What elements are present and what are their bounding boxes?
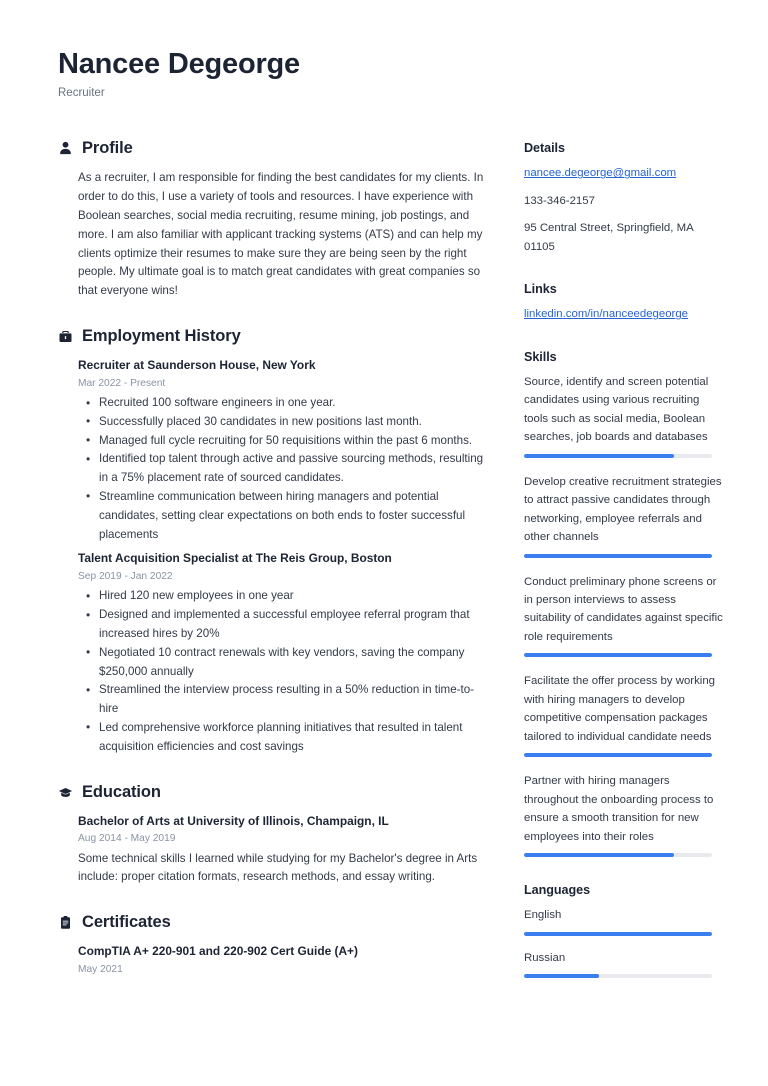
section-profile — [58, 139, 488, 300]
skill-level-track — [524, 853, 712, 857]
graduation-cap-icon — [58, 785, 73, 800]
education-entry-date: Aug 2014 - May 2019 — [78, 833, 176, 845]
certificates-heading — [58, 913, 488, 932]
list-item: • Recruited 100 software engineers in one year. — [78, 394, 488, 413]
skill-level-track — [524, 753, 712, 757]
skill-level-fill — [524, 554, 712, 558]
employment-entry-bullets — [78, 394, 488, 544]
profile-heading — [58, 139, 488, 158]
skill-level-track — [524, 653, 712, 657]
section-employment-history — [58, 327, 488, 757]
skill-item — [524, 473, 724, 558]
education-entry-description: Some technical skills I learned while studying for my Bachelor's degree in Arts include: proper citation formats, research methods, and essay writing. — [78, 851, 478, 884]
skill-level-fill — [524, 653, 712, 657]
skill-label: Partner with hiring managers throughout the onboarding process to ensure a smooth transition for new employees into their roles — [524, 775, 714, 843]
list-item: • Negotiated 10 contract renewals with key vendors, saving the company $250,000 annually — [78, 644, 488, 682]
employment-entry-title: Talent Acquisition Specialist at The Reis Group, Boston — [78, 551, 392, 566]
skill-label: Facilitate the offer process by working with hiring managers to develop competitive compensation packages tailored to individual candidate needs — [524, 675, 715, 743]
language-level-track — [524, 974, 712, 978]
skill-item — [524, 772, 724, 857]
language-item — [524, 906, 724, 935]
skill-item — [524, 573, 724, 658]
employment-entry-date: Mar 2022 - Present — [78, 377, 166, 389]
list-item: • Managed full cycle recruiting for 50 requisitions within the past 6 months. — [78, 432, 488, 451]
education-heading — [58, 783, 488, 802]
skill-level-track — [524, 454, 712, 458]
phone-number: 133-346-2157 — [524, 194, 595, 207]
sidebar-section-skills — [524, 350, 724, 857]
linkedin-link[interactable]: linkedin.com/in/nanceedegeorge — [524, 308, 689, 321]
language-label: English — [524, 909, 562, 922]
sidebar-column — [524, 139, 724, 1004]
profile-text: As a recruiter, I am responsible for finding the best candidates for my clients. In order to do this, I use a variety of tools and resources. I have experience with Boolean searches, social media recruiting, resume mining, job postings, and more. I am also familiar with applicant tracking systems (ATS) and can help my clients optimize their resumes to make sure they are being seen by the right people. My ultimate goal is to match great candidates with great companies so that everyone wins! — [78, 171, 484, 298]
language-level-fill — [524, 932, 712, 936]
employment-entry — [58, 550, 488, 756]
sidebar-section-languages — [524, 883, 724, 978]
sidebar-title-links: Links — [524, 282, 557, 297]
language-level-track — [524, 932, 712, 936]
list-item: • Successfully placed 30 candidates in new positions last month. — [78, 413, 488, 432]
list-item: • Hired 120 new employees in one year — [78, 587, 488, 606]
section-certificates — [58, 913, 488, 977]
clipboard-icon — [58, 915, 73, 930]
skill-label: Conduct preliminary phone screens or in person interviews to assess suitability of candidates against specific role requirements — [524, 575, 723, 643]
sidebar-title-skills: Skills — [524, 349, 557, 364]
list-item: • Streamline communication between hiring managers and potential candidates, setting clear expectations on both ends to foster successful placements — [78, 488, 488, 544]
section-title-employment: Employment History — [82, 326, 241, 345]
list-item: • Identified top talent through active and passive sourcing methods, resulting in a 75% placement rate of sourced candidates. — [78, 450, 488, 488]
candidate-job-title: Recruiter — [58, 87, 105, 100]
section-title-education: Education — [82, 782, 161, 801]
email-link[interactable]: nancee.degeorge@gmail.com — [524, 167, 677, 180]
list-item: • Led comprehensive workforce planning initiatives that resulted in talent acquisition efficiencies and cost savings — [78, 719, 488, 757]
section-title-certificates: Certificates — [82, 913, 171, 932]
mailing-address: 95 Central Street, Springfield, MA 01105 — [524, 222, 694, 253]
skill-label: Develop creative recruitment strategies to attract passive candidates through networking, employee referrals and other channels — [524, 475, 722, 544]
person-icon — [58, 141, 73, 156]
sidebar-section-details — [524, 141, 724, 256]
education-entry-title: Bachelor of Arts at University of Illinois, Champaign, IL — [78, 813, 389, 828]
resume-header — [58, 48, 724, 101]
skill-label: Source, identify and screen potential candidates using various recruiting tools such as social media, Boolean searches, job boards and databases — [524, 375, 709, 444]
resume-body — [58, 139, 724, 1004]
certificate-entry-date: May 2021 — [78, 964, 123, 976]
language-label: Russian — [524, 951, 566, 964]
section-education — [58, 783, 488, 888]
employment-entry-title: Recruiter at Saunderson House, New York — [78, 357, 316, 372]
skill-level-fill — [524, 454, 674, 458]
sidebar-section-links — [524, 282, 724, 323]
list-item: • Streamlined the interview process resulting in a 50% reduction in time-to-hire — [78, 681, 488, 719]
skill-item — [524, 672, 724, 757]
skill-item — [524, 373, 724, 458]
briefcase-icon — [58, 329, 73, 344]
language-level-fill — [524, 974, 599, 978]
skill-level-fill — [524, 753, 712, 757]
employment-heading — [58, 327, 488, 346]
main-column — [58, 139, 488, 1003]
section-title-profile: Profile — [82, 139, 133, 158]
education-entry — [58, 813, 488, 888]
employment-entry — [58, 357, 488, 544]
sidebar-title-languages: Languages — [524, 883, 591, 898]
sidebar-title-details: Details — [524, 141, 565, 156]
certificate-entry — [58, 943, 488, 977]
certificate-entry-title: CompTIA A+ 220-901 and 220-902 Cert Guide (A+) — [78, 944, 358, 959]
employment-entry-bullets — [78, 587, 488, 756]
skill-level-track — [524, 554, 712, 558]
skill-level-fill — [524, 853, 674, 857]
employment-entry-date: Sep 2019 - Jan 2022 — [78, 571, 173, 583]
list-item: • Designed and implemented a successful employee referral program that increased hires by 20% — [78, 606, 488, 644]
candidate-name: Nancee Degeorge — [58, 48, 300, 80]
language-item — [524, 949, 724, 978]
